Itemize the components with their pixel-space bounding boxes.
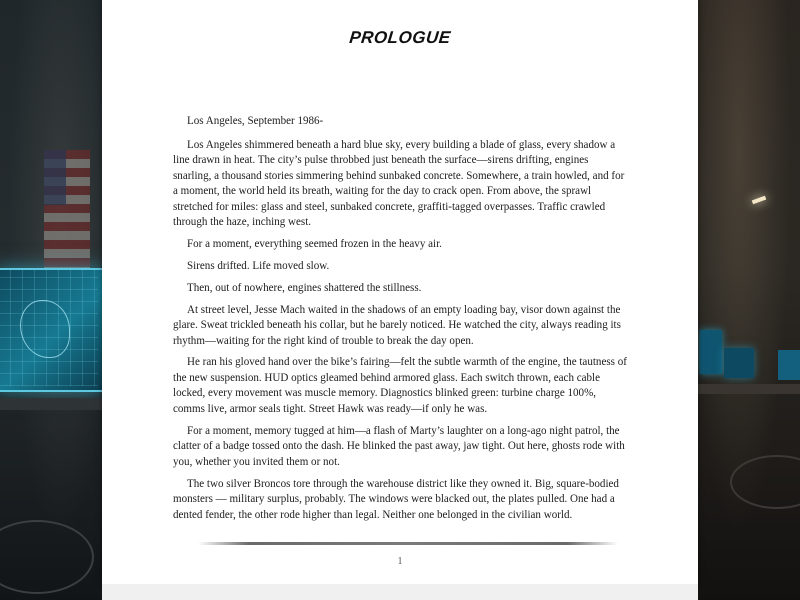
background-right-room — [698, 0, 800, 600]
right-screen-1 — [700, 330, 722, 374]
paragraph: Then, out of nowhere, engines shattered the stillness. — [187, 281, 422, 294]
desk-left — [0, 398, 102, 410]
page-content — [173, 114, 628, 530]
paragraph: The two silver Broncos tore through the warehouse district like they owned it. Big, square-bodied monsters — military surplus, probably. The windows were blacked out, the plates pulled. One had a dented fender, the other rode higher than legal. Neither one belonged in the civilian world. — [173, 477, 619, 521]
book-page — [102, 0, 698, 584]
footer-divider — [198, 542, 618, 545]
paragraph: For a moment, everything seemed frozen in the heavy air. — [187, 237, 442, 250]
chapter-title: PROLOGUE — [348, 28, 452, 47]
desk-right — [698, 384, 800, 394]
paragraph: Los Angeles shimmered beneath a hard blue sky, every building a blade of glass, every shadow a line drawn in heat. The city’s pulse throbbed just beneath the surface—sirens drifting, engines snarling, a thousand stories simmering behind sunbaked concrete. Somewhere, a train howled, and for a moment, the world held its breath, waiting for the day to crack open. From above, the sprawl stretched for miles: glass and steel, sunbaked concrete, graffiti-tagged overpasses. Traffic crawled through the haze, inching west. — [173, 138, 625, 228]
page-bottom-strip — [102, 584, 698, 600]
paragraph: At street level, Jesse Mach waited in the shadows of an empty loading bay, visor down against the glare. Sweat trickled beneath his collar, but he barely noticed. He watched the city, always reading its rhythm—waiting for the right kind of trouble to break the day open. — [173, 303, 621, 347]
paragraph: Sirens drifted. Life moved slow. — [187, 259, 330, 272]
right-screen-3 — [778, 350, 800, 380]
dateline: Los Angeles, September 1986- — [187, 115, 324, 127]
flag-canton — [44, 150, 66, 205]
right-screen-2 — [724, 348, 754, 378]
paragraph: For a moment, memory tugged at him—a flash of Marty’s laughter on a long-ago night patrol, the clatter of a badge tossed onto the dash. He blinked the past away, jaw tight. Out here, ghosts rode with you, whether you invited them or not. — [173, 424, 625, 468]
page-number: 1 — [397, 556, 403, 567]
paragraph: He ran his gloved hand over the bike’s fairing—felt the subtle warmth of the engine, the tautness of the new suspension. HUD optics gleamed behind armored glass. Each switch thrown, each cable locked, every movement was muscle memory. Diagnostics blinked green: turbine charge 100%, comms live, armor seals tight. Street Hawk was ready—if only he was. — [173, 356, 627, 415]
